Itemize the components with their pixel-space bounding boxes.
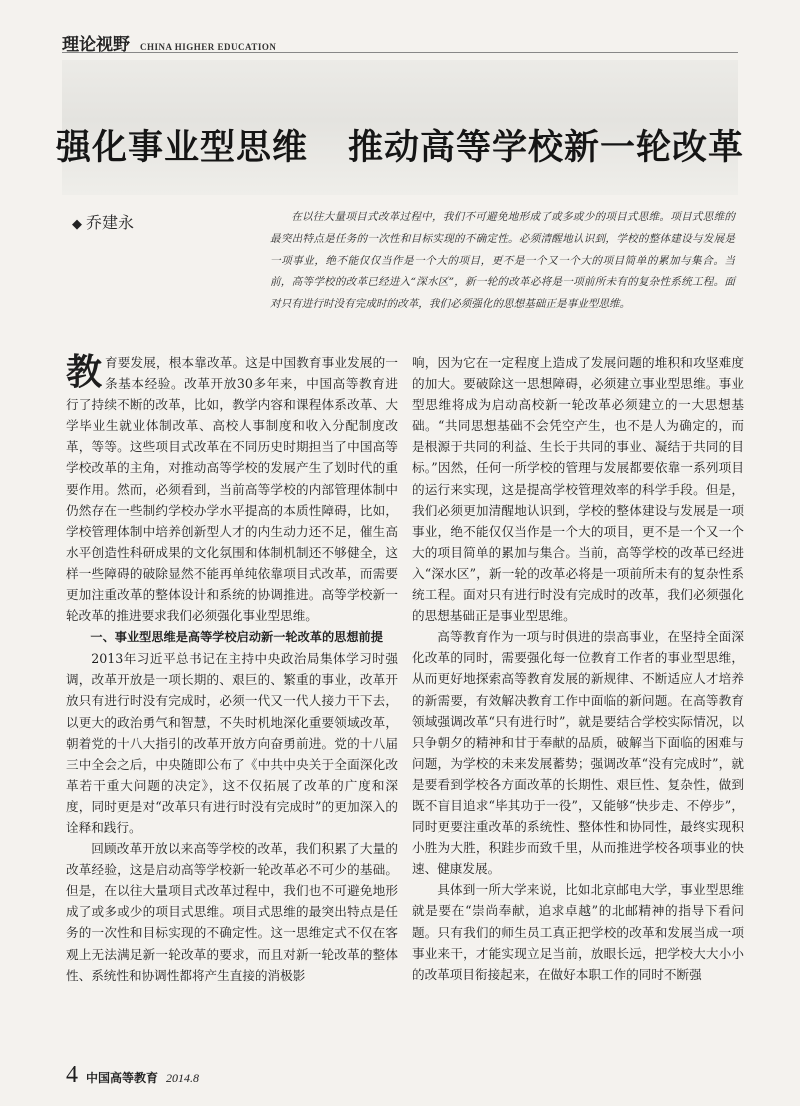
abstract: 在以往大量项目式改革过程中，我们不可避免地形成了或多或少的项目式思维。项目式思维的最突出特点是任务的一次性和目标实现的不确定性。必须清醒地认识到，学校的整体建设与发展是一项事业，绝不能仅仅当作是一个大的项目，更不是一个又一个大的项目简单的累加与集合。当前，高等学校的改革已经进入“深水区”，新一轮的改革必将是一项前所未有的复杂性系统工程。面对只有进行时没有完成时的改革，我们必须强化的思想基础正是事业型思维。 <box>270 211 735 311</box>
paragraph-intro <box>66 352 398 626</box>
paragraph-intro-text: 育要发展，根本靠改革。这是中国教育事业发展的一条基本经验。改革开放30多年来，中国高等教育进行了持续不断的改革，比如，教学内容和课程体系改革、大学毕业生就业体制改革、高校人事制度和收入分配制度改革，等等。这些项目式改革在不同历史时期担当了中国高等学校改革的主角，对推动高等学校的发展产生了划时代的重要作用。然而，必须看到，当前高等学校的内部管理体制中仍然存在一些制约学校办学水平提高的本质性障碍，比如，学校管理体制中培养创新型人才的内生动力还不足，催生高水平创造性科研成果的文化氛围和体制机制还不够健全，这样一些障碍的破除显然不能再单纯依靠项目式改革，而需要更加注重改革的整体设计和系统的协调推进。高等学校新一轮改革的推进要求我们必须强化事业型思维。 <box>66 355 398 624</box>
footer-journal-name: 中国高等教育 <box>86 1071 159 1085</box>
title-part-1: 强化事业型思维 <box>55 128 308 168</box>
author-line <box>72 210 134 233</box>
author-name: 乔建永 <box>86 213 135 232</box>
section-heading: 一、事业型思维是高等学校启动新一轮改革的思想前提 <box>90 630 383 645</box>
paragraph: 2013年习近平总书记在主持中央政治局集体学习时强调，改革开放是一项长期的、艰巨的、繁重的事业，改革开放只有进行时没有完成时，必须一代又一代人接力干下去，以更大的政治勇气和智慧，不失时机地深化重要领域改革，朝着党的十八大指引的改革开放方向奋勇前进。党的十八届三中全会之后，中央随即公布了《中共中央关于全面深化改革若干重大问题的决定》，这不仅拓展了改革的广度和深度，同时更是对“改革只有进行时没有完成时”的更加深入的诠释和践行。 <box>66 651 398 835</box>
left-column <box>66 352 398 986</box>
paragraph: 高等教育作为一项与时俱进的崇高事业，在坚持全面深化改革的同时，需要强化每一位教育工作者的事业型思维，从而更好地探索高等教育发展的新规律、不断适应人才培养的新需要，有效解决教育工作中面临的新问题。在高等教育领域强调改革“只有进行时”，就是要结合学校实际情况，以只争朝夕的精神和甘于奉献的品质，破解当下面临的困难与问题，为学校的未来发展蓄势；强调改革“没有完成时”，就是要看到学校各方面改革的长期性、艰巨性、复杂性，做到既不盲目追求“毕其功于一役”，又能够“快步走、不停步”，同时更要注重改革的系统性、整体性和协同性，最终实现积小胜为大胜，积跬步而致千里，从而推进学校各项事业的快速、健康发展。 <box>412 629 744 877</box>
page-number: 4 <box>66 1062 78 1088</box>
title-part-2: 推动高等学校新一轮改革 <box>348 128 745 168</box>
paragraph: 回顾改革开放以来高等学校的改革，我们积累了大量的改革经验，这是启动高等学校新一轮改革必不可少的基础。但是，在以往大量项目式改革过程中，我们也不可避免地形成了或多或少的项目式思维。项目式思维的最突出特点是任务的一次性和目标实现的不确定性。这一思维定式不仅在客观上无法满足新一轮改革的要求，而且对新一轮改革的整体性、系统性和协调性都将产生直接的消极影 <box>66 841 398 983</box>
paragraph: 响，因为它在一定程度上造成了发展问题的堆积和攻坚难度的加大。要破除这一思想障碍，必须建立事业型思维。事业型思维将成为启动高校新一轮改革必须建立的一大思想基础。“共同思想基础不会凭空产生，也不是人为确定的，而是根源于共同的利益、生长于共同的事业、凝结于共同的目标。”因然，任何一所学校的管理与发展都要依靠一系列项目的运行来实现，这是提高学校管理效率的科学手段。但是，我们必须更加清醒地认识到，学校的整体建设与发展是一项事业，绝不能仅仅当作是一个大的项目，更不是一个又一个大的项目简单的累加与集合。当前，高等学校的改革已经进入“深水区”，新一轮的改革必将是一项前所未有的复杂性系统工程。面对只有进行时没有完成时的改革，我们必须强化的思想基础正是事业型思维。 <box>412 355 744 624</box>
diamond-bullet-icon: ◆ <box>72 217 82 232</box>
footer-issue: 2014.8 <box>166 1071 200 1085</box>
right-column <box>412 352 744 985</box>
header-divider <box>62 52 738 53</box>
journal-english-name: CHINA HIGHER EDUCATION <box>140 42 277 52</box>
article-title <box>0 120 800 170</box>
column-name: 理论视野 <box>62 35 130 55</box>
page-footer <box>66 1062 199 1089</box>
paragraph: 具体到一所大学来说，比如北京邮电大学，事业型思维就是要在“崇尚奉献，追求卓越”的北邮精神的指导下看问题。只有我们的师生员工真正把学校的改革和发展当成一项事业来干，才能实现立足当前，放眼长远，把学校大大小小的改革项目衔接起来，在做好本职工作的同时不断强 <box>412 882 744 982</box>
drop-cap: 教 <box>66 352 103 393</box>
